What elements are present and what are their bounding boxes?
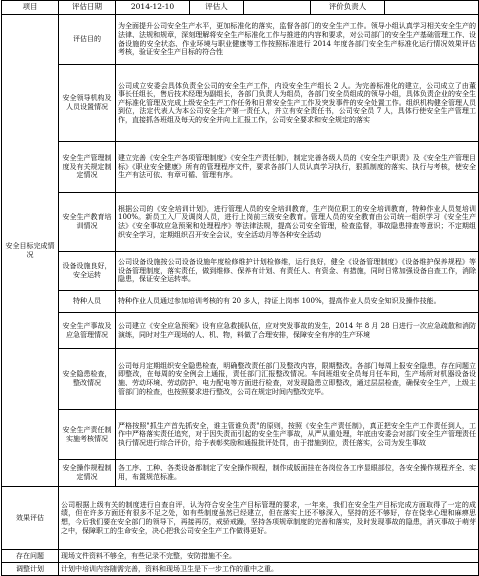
row-label: 安全生产事故及应急管理情况 (59, 313, 116, 349)
header-evaluator: 评估人 (190, 1, 244, 15)
plan-row (2, 563, 479, 576)
row-text: 公司成立安委会具体负责全公司的安全生产工作，内设安全生产组长 2 人。为完善标准化的建立，公司成立了由董事长任组长，售后技术经理为副组长，各部门负责人为组员，各部门安全员组成的领导小组，具体负责企业的安全生产标准化管理及完成上级安全生产工作任务和日常安全生产工作及突发事件的安全处置工作。组织机构健全管理人员到位，法定代表人为本公司安全生产第一责任人，并立有安全责任书，公司安全员 7 人，具体行使安全生产管理工作，直接抓各班组及每天的安全并向上汇报工作，公司安全要求和安全规定的落实 (116, 65, 479, 142)
issues-text: 现场文件资料不够全，有些记录不完整，安防措施不全。 (59, 550, 479, 563)
issues-row (2, 550, 479, 563)
table-row (2, 252, 479, 291)
row-text: 公司每月定期组织安全隐患检查，明确整改责任部门及整改内容，限期整改。各部门每周上报安全隐患，存在问题立即整改，在每周的安全例会上通报，责任部门汇报整改情况。车间班组安全员每月任车间，生产场所对机器设备设施、劳动环境、劳动防护、电力配电等方面进行检查，对发现隐患立即整改，通过层层检查，确保安全生产，上级主管部门的检查，也按照要求进行整改，公司在规定时间内整改完毕。 (116, 349, 479, 410)
table-row (2, 410, 479, 460)
row-label: 设备设施良好，安全运转 (59, 252, 116, 291)
row-text: 公司建立《安全应急预案》设有应急救援队伍，应对突发事故的发生，2014 年 8 月 28 日进行一次应急疏散和消防演练，同时对生产现场的人、机、物，料做了合理安排，保障安全有序的生产环境 (116, 313, 479, 349)
row-label: 安全操作规程制定情况 (59, 460, 116, 487)
row-label: 评估目的 (59, 15, 116, 65)
table-row (2, 460, 479, 487)
table-row (2, 15, 479, 65)
plan-label: 调整计划 (2, 563, 59, 576)
header-project: 项目 (2, 1, 59, 15)
evaluation-table (1, 0, 479, 576)
header-eval-owner: 评价负责人 (311, 1, 385, 15)
table-row (2, 313, 479, 349)
row-label: 安全隐患检查，整改情况 (59, 349, 116, 410)
row-label: 安全生产管理制度及有关规定制定情况 (59, 142, 116, 193)
row-text: 严格按照"抓生产首先抓安全，谁主管谁负责"的原则，按照《安全生产责任制》，真正把安全生产工作责任到人，工作中严格落实责任追究，对于因失责而引起的安全生产事故，从严从重处理，年底由安委会对部门安全生产管理责任执行情况进行综合评价，给予表彰奖励和通报批评处罚，由于措施到位，责任落实，公司为发生事故 (116, 410, 479, 460)
header-row (2, 1, 479, 15)
effect-label: 效果评估 (2, 487, 59, 550)
row-text: 各工序、工种、各类设备都制定了安全操作规程，制作成版面挂在各岗位各工序显眼部位，各安全操作规程齐全、实用，布置规范标准。 (116, 460, 479, 487)
evaluator-value (244, 1, 311, 15)
table-row (2, 193, 479, 252)
table-row (2, 291, 479, 313)
row-text: 根据公司的《安全培训计划》，进行管理人员的安全培训教育，生产岗位职工的安全培训教育，特种作业人员复培训 100%。新员工入厂及调岗人员，进行上岗前三级安全教育。管理人员的安全教育由公司统一组织学习《安全生产法》《安全事故应急预案和处理程序》等法律法规，提高公司安全管理，检查监督，事故隐患排查等意识；不定期组织安全学习，定期组织召开安全会议，安全活动月等各种安全活动 (116, 193, 479, 252)
effect-text: 公司根据上级有关的制度进行自查自评，认为符合安全生产目标管理的要求，一年来，我们在安全生产目标完成方面取得了一定的成绩，但在许多方面还有很多不足之处，如有些制度虽然已经建立，但在落实上还不够深入，坚持的还不够好，存在侥幸心理和麻痹思想，今后我们要在安全部门的领导下，再接再厉，戒骄戒躁，坚持各项规章制度的完善和落实，及时发现事故的隐患，消灭事故于萌芽之中，保障职工的生命安全，决心把我公司安全生产工作做得更好。 (59, 487, 479, 550)
header-eval-date: 评估日期 (59, 1, 116, 15)
row-text: 公司设备设施按公司设备设施年度检修维护计划检修维，运行良好，健全《设备管理制度》《设备维护保养规程》等设备管理制度，落实责任，做到维修、保养有计划、有责任人、有资金、有措施，同时日常加强设备自查工作，消除隐患，保证安全运转率。 (116, 252, 479, 291)
table-row (2, 65, 479, 142)
table-row (2, 142, 479, 193)
eval-date-value: 2014-12-10 (116, 1, 190, 15)
row-text: 建立完善《安全生产各项管理制度》《安全生产责任制》，制定完善各级人员的《安全生产职责》及《安全生产管理目标》《职业安全健康》所有的管理程序文件，要求各部门人员认真学习执行，狠抓制度的落实、执行与考核，使安全生产有法可依、有章可循、管理有序。 (116, 142, 479, 193)
eval-owner-value (385, 1, 479, 15)
row-label: 安全领导机构及人员设置情况 (59, 65, 116, 142)
section-goal-label: 安全目标完成情况 (2, 15, 59, 487)
row-text: 特种作业人员通过参加培训考核的有 20 多人，持证上岗率 100%，提高作业人员安全知识及操作技能。 (116, 291, 479, 313)
effect-row (2, 487, 479, 550)
row-text: 为全面提升公司安全生产水平，更加标准化的落实，监督各部门的安全生产工作。领导小组认真学习相关安全生产的法律、法规和规章，深刻理解将安全生产标准化工作与推进的内容和要求，对公司部门的安全生产基础管理工作、设备设施的安全状态、作业环境与职业健康等工作按照标准进行 2014 年度各部门安全生产标准化运行情况效果评估考核，验证安全生产目标的符合性 (116, 15, 479, 65)
issues-label: 存在问题 (2, 550, 59, 563)
row-label: 安全生产责任制实施考核情况 (59, 410, 116, 460)
row-label: 特种人员 (59, 291, 116, 313)
table-row (2, 349, 479, 410)
row-label: 安全生产教育培训情况 (59, 193, 116, 252)
plan-text: 计划中培训内容随需完善，资料和现场卫生是下一步工作的重中之重。 (59, 563, 479, 576)
